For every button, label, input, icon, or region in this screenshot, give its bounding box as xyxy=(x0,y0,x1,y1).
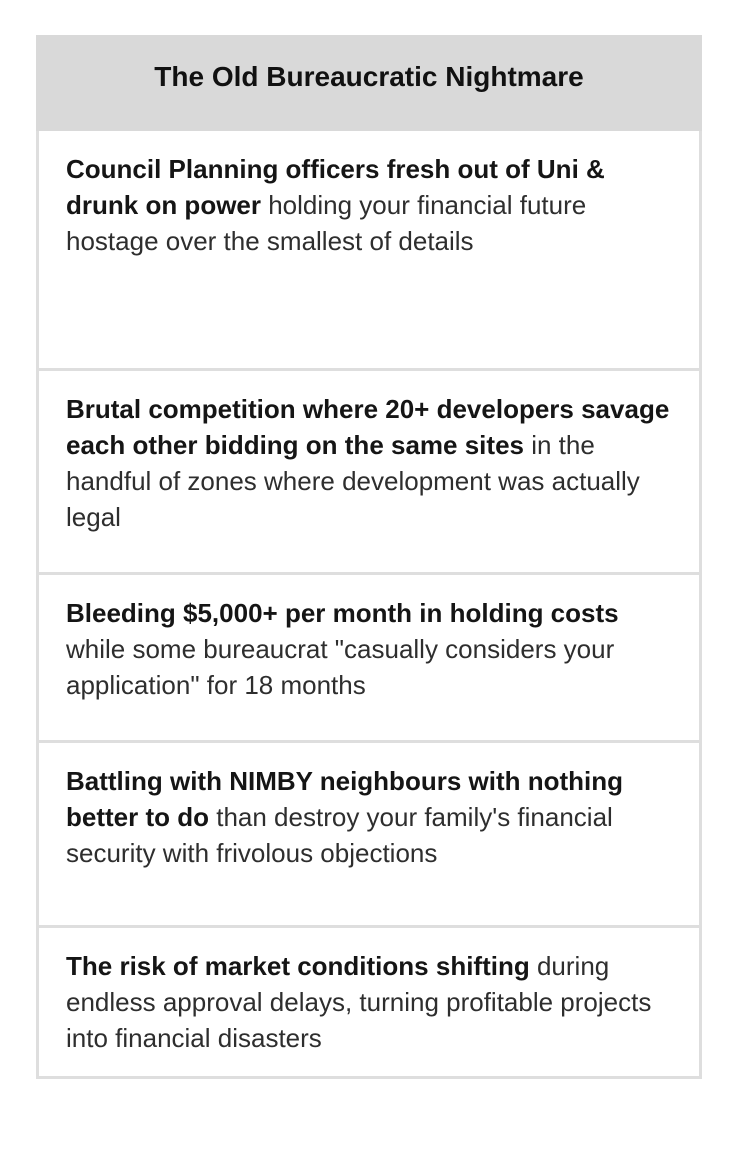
row-bold-text: Brutal competition where 20+ developers savage each other bidding on the same sites xyxy=(66,394,670,460)
row-bold-text: The risk of market conditions shifting xyxy=(66,951,530,981)
table-row xyxy=(36,575,702,743)
table-header: The Old Bureaucratic Nightmare xyxy=(36,35,702,131)
table-row xyxy=(36,743,702,928)
table-row xyxy=(36,928,702,1079)
table-row xyxy=(36,131,702,371)
row-text xyxy=(66,391,672,535)
row-regular-text: in the handful of zones where development was actually legal xyxy=(66,430,640,532)
row-regular-text: during endless approval delays, turning profitable projects into financial disasters xyxy=(66,951,652,1053)
bureaucratic-nightmare-table xyxy=(36,35,702,1079)
row-text xyxy=(66,151,672,259)
row-text xyxy=(66,763,672,871)
row-text xyxy=(66,595,672,703)
row-regular-text: than destroy your family's financial security with frivolous objections xyxy=(66,802,613,868)
row-regular-text: holding your financial future hostage over the smallest of details xyxy=(66,190,587,256)
table-row xyxy=(36,371,702,575)
row-bold-text: Council Planning officers fresh out of Uni & drunk on power xyxy=(66,154,605,220)
row-regular-text: while some bureaucrat "casually considers your application" for 18 months xyxy=(66,634,615,700)
row-bold-text: Bleeding $5,000+ per month in holding costs xyxy=(66,598,619,628)
row-bold-text: Battling with NIMBY neighbours with nothing better to do xyxy=(66,766,624,832)
row-text xyxy=(66,948,672,1056)
